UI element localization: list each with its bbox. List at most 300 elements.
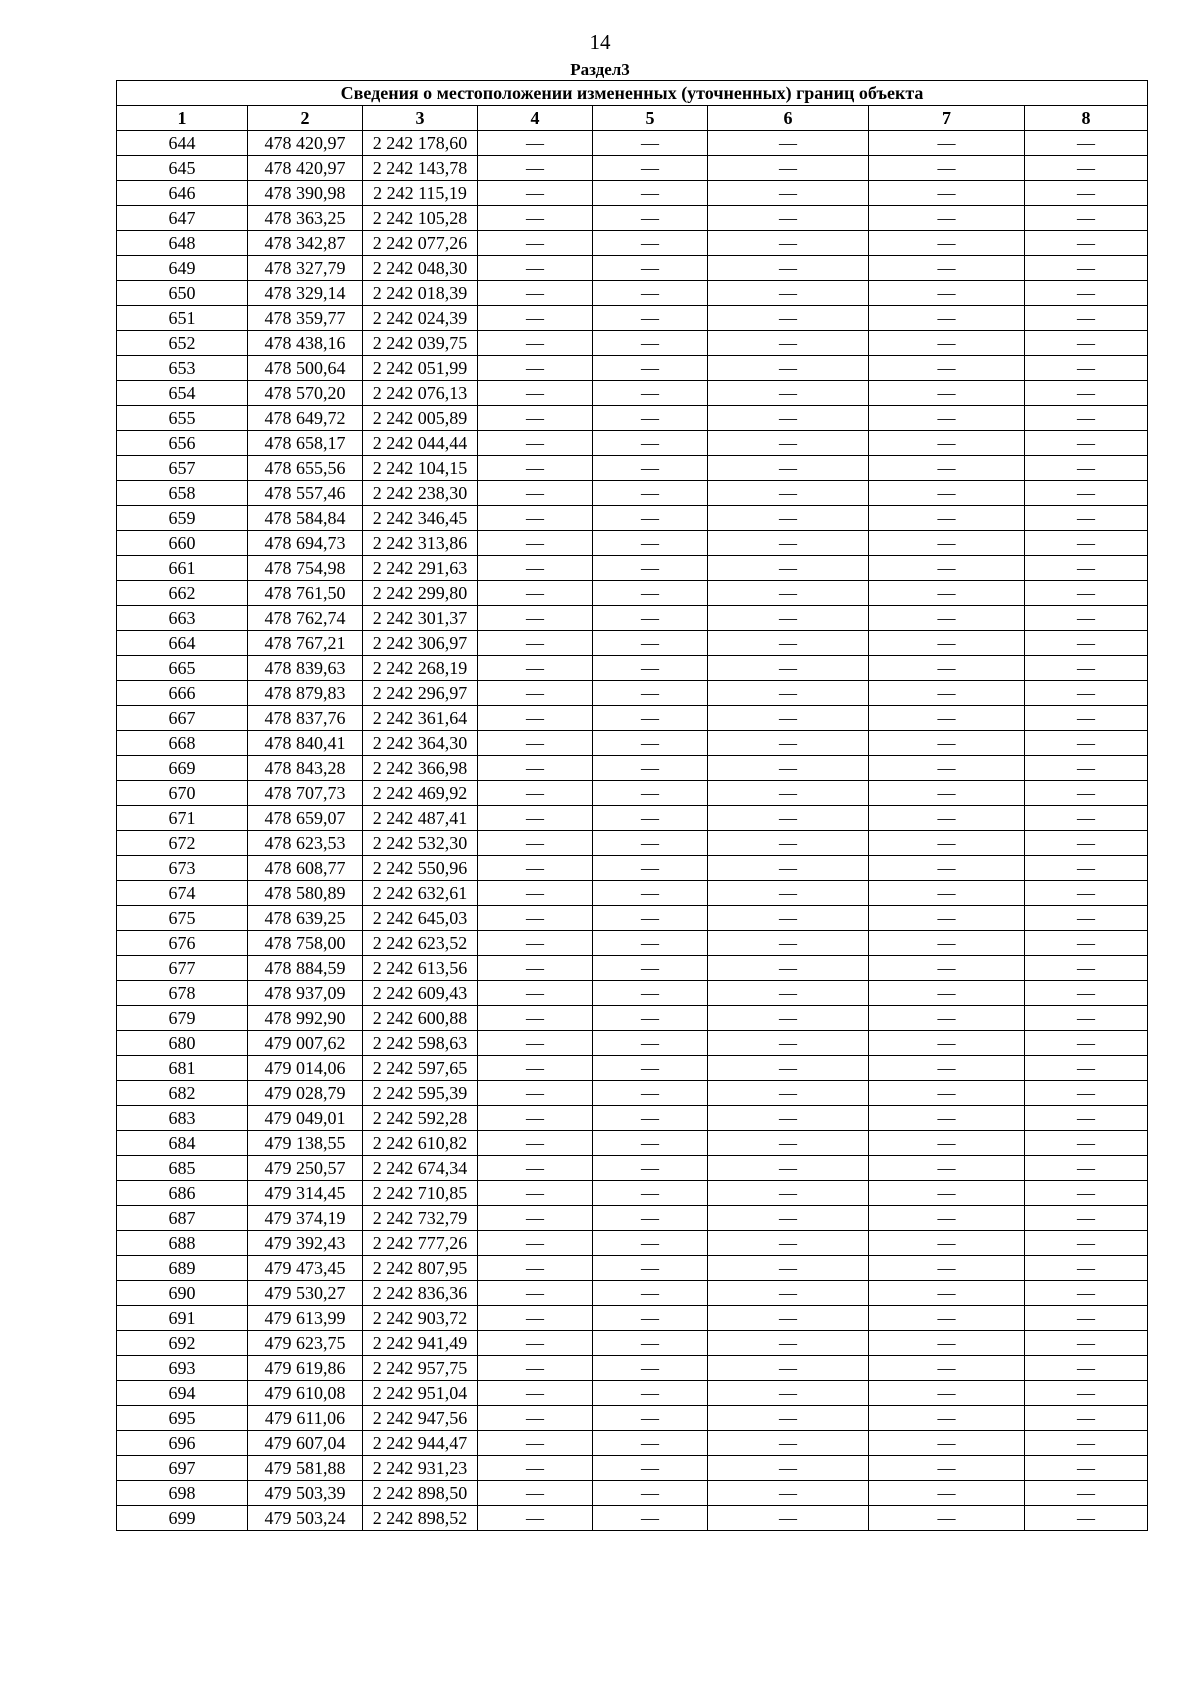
empty-value-cell [1025,231,1148,256]
empty-value-cell [478,831,593,856]
table-row [117,181,1148,206]
point-number-cell: 671 [117,806,248,831]
table-row [117,581,1148,606]
y-coordinate-cell: 2 242 609,43 [363,981,478,1006]
dash-mark: — [779,583,797,603]
empty-value-cell [478,1306,593,1331]
table-row [117,456,1148,481]
point-number-cell: 688 [117,1231,248,1256]
point-number-cell: 650 [117,281,248,306]
empty-value-cell [869,931,1025,956]
empty-value-cell [708,581,869,606]
table-row [117,481,1148,506]
dash-mark: — [641,983,659,1003]
dash-mark: — [779,1058,797,1078]
dash-mark: — [779,833,797,853]
dash-mark: — [1077,758,1096,778]
dash-mark: — [1077,908,1096,928]
dash-mark: — [937,783,956,803]
empty-value-cell [478,1031,593,1056]
table-row [117,256,1148,281]
dash-mark: — [641,258,659,278]
dash-mark: — [779,908,797,928]
empty-value-cell [869,1156,1025,1181]
dash-mark: — [779,1083,797,1103]
empty-value-cell [1025,1256,1148,1281]
x-coordinate-cell: 478 707,73 [248,781,363,806]
empty-value-cell [1025,481,1148,506]
table-row [117,1031,1148,1056]
empty-value-cell [593,156,708,181]
dash-mark: — [937,1008,956,1028]
y-coordinate-cell: 2 242 903,72 [363,1306,478,1331]
dash-mark: — [937,1458,956,1478]
dash-mark: — [526,1433,544,1453]
dash-mark: — [1077,133,1096,153]
empty-value-cell [869,481,1025,506]
point-number-cell: 690 [117,1281,248,1306]
dash-mark: — [937,333,956,353]
empty-value-cell [593,1406,708,1431]
dash-mark: — [937,1233,956,1253]
dash-mark: — [641,1283,659,1303]
point-number-cell: 655 [117,406,248,431]
point-number-cell: 659 [117,506,248,531]
empty-value-cell [869,981,1025,1006]
x-coordinate-cell: 478 359,77 [248,306,363,331]
empty-value-cell [478,1356,593,1381]
table-row [117,1131,1148,1156]
empty-value-cell [869,1181,1025,1206]
point-number-cell: 672 [117,831,248,856]
dash-mark: — [526,533,544,553]
empty-value-cell [1025,931,1148,956]
empty-value-cell [869,881,1025,906]
empty-value-cell [593,931,708,956]
dash-mark: — [937,133,956,153]
empty-value-cell [708,506,869,531]
empty-value-cell [593,806,708,831]
empty-value-cell [1025,1331,1148,1356]
dash-mark: — [526,133,544,153]
dash-mark: — [1077,1108,1096,1128]
point-number-cell: 676 [117,931,248,956]
dash-mark: — [1077,1508,1096,1528]
dash-mark: — [641,1308,659,1328]
dash-mark: — [779,783,797,803]
empty-value-cell [708,681,869,706]
dash-mark: — [1077,483,1096,503]
dash-mark: — [1077,1258,1096,1278]
table-row [117,1181,1148,1206]
dash-mark: — [526,1408,544,1428]
empty-value-cell [869,206,1025,231]
dash-mark: — [526,158,544,178]
x-coordinate-cell: 478 659,07 [248,806,363,831]
empty-value-cell [1025,1306,1148,1331]
point-number-cell: 680 [117,1031,248,1056]
x-coordinate-cell: 479 623,75 [248,1331,363,1356]
dash-mark: — [937,358,956,378]
empty-value-cell [593,481,708,506]
y-coordinate-cell: 2 242 610,82 [363,1131,478,1156]
column-number: 4 [478,106,593,131]
dash-mark: — [1077,783,1096,803]
empty-value-cell [593,656,708,681]
dash-mark: — [526,708,544,728]
empty-value-cell [708,1381,869,1406]
dash-mark: — [526,383,544,403]
empty-value-cell [593,731,708,756]
table-row [117,1281,1148,1306]
empty-value-cell [593,381,708,406]
y-coordinate-cell: 2 242 024,39 [363,306,478,331]
y-coordinate-cell: 2 242 944,47 [363,1431,478,1456]
x-coordinate-cell: 478 839,63 [248,656,363,681]
empty-value-cell [478,131,593,156]
empty-value-cell [869,906,1025,931]
dash-mark: — [937,1358,956,1378]
empty-value-cell [593,306,708,331]
empty-value-cell [708,1106,869,1131]
empty-value-cell [1025,1381,1148,1406]
dash-mark: — [641,883,659,903]
y-coordinate-cell: 2 242 005,89 [363,406,478,431]
empty-value-cell [593,881,708,906]
dash-mark: — [526,1183,544,1203]
empty-value-cell [593,856,708,881]
table-row [117,1406,1148,1431]
empty-value-cell [869,1106,1025,1131]
empty-value-cell [869,256,1025,281]
table-caption-row [117,81,1148,106]
dash-mark: — [1077,633,1096,653]
point-number-cell: 699 [117,1506,248,1531]
empty-value-cell [478,1131,593,1156]
column-number: 5 [593,106,708,131]
empty-value-cell [478,256,593,281]
point-number-cell: 658 [117,481,248,506]
point-number-cell: 654 [117,381,248,406]
dash-mark: — [1077,583,1096,603]
empty-value-cell [869,1506,1025,1531]
dash-mark: — [937,533,956,553]
empty-value-cell [708,756,869,781]
empty-value-cell [593,1056,708,1081]
y-coordinate-cell: 2 242 931,23 [363,1456,478,1481]
dash-mark: — [937,633,956,653]
empty-value-cell [869,381,1025,406]
point-number-cell: 681 [117,1056,248,1081]
x-coordinate-cell: 479 503,24 [248,1506,363,1531]
empty-value-cell [869,1381,1025,1406]
table-body [117,131,1148,1531]
empty-value-cell [593,256,708,281]
dash-mark: — [1077,283,1096,303]
dash-mark: — [779,1333,797,1353]
empty-value-cell [708,656,869,681]
empty-value-cell [478,156,593,181]
dash-mark: — [1077,458,1096,478]
dash-mark: — [937,1158,956,1178]
dash-mark: — [526,508,544,528]
empty-value-cell [869,706,1025,731]
dash-mark: — [779,508,797,528]
dash-mark: — [526,1383,544,1403]
dash-mark: — [526,658,544,678]
table-row [117,1481,1148,1506]
dash-mark: — [641,1183,659,1203]
x-coordinate-cell: 479 049,01 [248,1106,363,1131]
dash-mark: — [526,958,544,978]
section-label: Раздел3 [570,60,630,79]
empty-value-cell [1025,1431,1148,1456]
point-number-cell: 647 [117,206,248,231]
x-coordinate-cell: 478 580,89 [248,881,363,906]
empty-value-cell [869,1431,1025,1456]
dash-mark: — [641,533,659,553]
empty-value-cell [478,1056,593,1081]
empty-value-cell [1025,331,1148,356]
dash-mark: — [526,1033,544,1053]
empty-value-cell [708,1356,869,1381]
table-row [117,331,1148,356]
dash-mark: — [641,1233,659,1253]
dash-mark: — [779,708,797,728]
dash-mark: — [526,1083,544,1103]
x-coordinate-cell: 478 837,76 [248,706,363,731]
dash-mark: — [641,1508,659,1528]
dash-mark: — [526,1008,544,1028]
dash-mark: — [1077,533,1096,553]
empty-value-cell [593,706,708,731]
empty-value-cell [478,356,593,381]
empty-value-cell [708,1331,869,1356]
dash-mark: — [1077,683,1096,703]
dash-mark: — [937,658,956,678]
empty-value-cell [708,381,869,406]
dash-mark: — [779,458,797,478]
column-number: 3 [363,106,478,131]
empty-value-cell [869,231,1025,256]
dash-mark: — [779,258,797,278]
y-coordinate-cell: 2 242 039,75 [363,331,478,356]
dash-mark: — [937,308,956,328]
empty-value-cell [478,581,593,606]
point-number-cell: 669 [117,756,248,781]
y-coordinate-cell: 2 242 598,63 [363,1031,478,1056]
empty-value-cell [708,806,869,831]
empty-value-cell [1025,706,1148,731]
empty-value-cell [708,231,869,256]
empty-value-cell [708,456,869,481]
dash-mark: — [1077,1158,1096,1178]
point-number-cell: 684 [117,1131,248,1156]
dash-mark: — [526,1158,544,1178]
y-coordinate-cell: 2 242 268,19 [363,656,478,681]
dash-mark: — [779,233,797,253]
empty-value-cell [593,406,708,431]
table-row [117,231,1148,256]
point-number-cell: 663 [117,606,248,631]
empty-value-cell [1025,606,1148,631]
table-row [117,381,1148,406]
empty-value-cell [1025,1056,1148,1081]
dash-mark: — [779,1308,797,1328]
dash-mark: — [937,683,956,703]
table-row [117,1081,1148,1106]
empty-value-cell [869,581,1025,606]
dash-mark: — [641,1058,659,1078]
empty-value-cell [593,831,708,856]
table-row [117,1156,1148,1181]
dash-mark: — [526,408,544,428]
empty-value-cell [593,1206,708,1231]
table-row [117,781,1148,806]
empty-value-cell [869,356,1025,381]
empty-value-cell [1025,806,1148,831]
empty-value-cell [478,281,593,306]
dash-mark: — [526,258,544,278]
empty-value-cell [1025,1106,1148,1131]
x-coordinate-cell: 479 250,57 [248,1156,363,1181]
y-coordinate-cell: 2 242 051,99 [363,356,478,381]
empty-value-cell [593,1381,708,1406]
empty-value-cell [708,406,869,431]
empty-value-cell [478,1406,593,1431]
empty-value-cell [708,1281,869,1306]
column-number: 6 [708,106,869,131]
dash-mark: — [526,633,544,653]
dash-mark: — [937,1058,956,1078]
x-coordinate-cell: 478 420,97 [248,131,363,156]
dash-mark: — [641,458,659,478]
x-coordinate-cell: 478 655,56 [248,456,363,481]
dash-mark: — [641,1158,659,1178]
dash-mark: — [526,1233,544,1253]
empty-value-cell [1025,181,1148,206]
point-number-cell: 678 [117,981,248,1006]
empty-value-cell [1025,156,1148,181]
dash-mark: — [937,1408,956,1428]
dash-mark: — [1077,933,1096,953]
point-number-cell: 683 [117,1106,248,1131]
point-number-cell: 645 [117,156,248,181]
dash-mark: — [1077,1383,1096,1403]
dash-mark: — [779,1433,797,1453]
empty-value-cell [708,1006,869,1031]
y-coordinate-cell: 2 242 951,04 [363,1381,478,1406]
empty-value-cell [478,1456,593,1481]
dash-mark: — [1077,1308,1096,1328]
dash-mark: — [641,1033,659,1053]
empty-value-cell [708,856,869,881]
dash-mark: — [779,1033,797,1053]
table-row [117,431,1148,456]
dash-mark: — [779,1508,797,1528]
dash-mark: — [779,1133,797,1153]
dash-mark: — [937,983,956,1003]
empty-value-cell [1025,506,1148,531]
empty-value-cell [1025,1481,1148,1506]
empty-value-cell [869,306,1025,331]
y-coordinate-cell: 2 242 710,85 [363,1181,478,1206]
dash-mark: — [1077,333,1096,353]
dash-mark: — [641,833,659,853]
empty-value-cell [869,1456,1025,1481]
empty-value-cell [593,506,708,531]
dash-mark: — [937,1308,956,1328]
x-coordinate-cell: 479 028,79 [248,1081,363,1106]
empty-value-cell [869,1006,1025,1031]
empty-value-cell [708,1206,869,1231]
empty-value-cell [869,1081,1025,1106]
dash-mark: — [779,158,797,178]
table-row [117,1506,1148,1531]
empty-value-cell [1025,956,1148,981]
column-number: 1 [117,106,248,131]
y-coordinate-cell: 2 242 645,03 [363,906,478,931]
table-row [117,806,1148,831]
empty-value-cell [1025,1206,1148,1231]
table-row [117,156,1148,181]
y-coordinate-cell: 2 242 898,50 [363,1481,478,1506]
point-number-cell: 666 [117,681,248,706]
dash-mark: — [1077,1233,1096,1253]
table-row [117,1006,1148,1031]
page-number: 14 [589,30,611,54]
y-coordinate-cell: 2 242 105,28 [363,206,478,231]
table-row [117,506,1148,531]
x-coordinate-cell: 478 754,98 [248,556,363,581]
y-coordinate-cell: 2 242 048,30 [363,256,478,281]
table-row [117,931,1148,956]
x-coordinate-cell: 479 610,08 [248,1381,363,1406]
table-row [117,981,1148,1006]
dash-mark: — [641,208,659,228]
dash-mark: — [526,733,544,753]
x-coordinate-cell: 478 758,00 [248,931,363,956]
point-number-cell: 685 [117,1156,248,1181]
x-coordinate-cell: 478 623,53 [248,831,363,856]
dash-mark: — [641,1383,659,1403]
empty-value-cell [593,1481,708,1506]
x-coordinate-cell: 478 438,16 [248,331,363,356]
dash-mark: — [1077,1358,1096,1378]
dash-mark: — [937,1133,956,1153]
dash-mark: — [1077,1083,1096,1103]
table-row [117,556,1148,581]
empty-value-cell [1025,131,1148,156]
dash-mark: — [641,558,659,578]
dash-mark: — [779,208,797,228]
dash-mark: — [779,658,797,678]
y-coordinate-cell: 2 242 366,98 [363,756,478,781]
dash-mark: — [779,283,797,303]
y-coordinate-cell: 2 242 018,39 [363,281,478,306]
empty-value-cell [1025,1031,1148,1056]
dash-mark: — [641,283,659,303]
point-number-cell: 675 [117,906,248,931]
point-number-cell: 648 [117,231,248,256]
x-coordinate-cell: 478 327,79 [248,256,363,281]
dash-mark: — [937,1033,956,1053]
empty-value-cell [478,606,593,631]
x-coordinate-cell: 478 342,87 [248,231,363,256]
empty-value-cell [869,331,1025,356]
dash-mark: — [779,1283,797,1303]
empty-value-cell [593,1106,708,1131]
